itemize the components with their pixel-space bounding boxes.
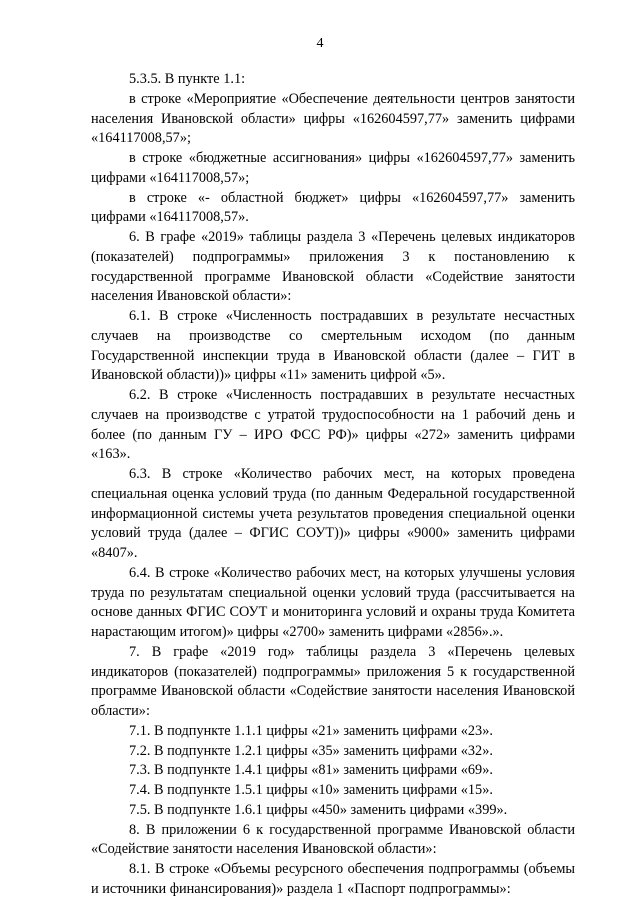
paragraph-6-3: 6.3. В строке «Количество рабочих мест, на которых проведена специальная оценка условий труда (по данным Федеральной государственной информационной системы учета результатов проведения специальной оценки условий труда (далее – ФГИС СОУТ))» цифры «9000» заменить цифрами «8407». — [91, 466, 575, 561]
paragraph-7-4: 7.4. В подпункте 1.5.1 цифры «10» заменить цифрами «15». — [129, 782, 493, 798]
document-body — [91, 70, 575, 900]
paragraph-7-2: 7.2. В подпункте 1.2.1 цифры «35» заменить цифрами «32». — [129, 742, 493, 759]
paragraph-7: 7. В графе «2019 год» таблицы раздела 3 «Перечень целевых индикаторов (показателей) подпрограммы» приложения 5 к государственной программе Ивановской области «Содействие занятости населения Ивановской области»: — [91, 643, 575, 719]
paragraph-8: 8. В приложении 6 к государственной программе Ивановской области «Содействие занятости населения Ивановской области»: — [91, 821, 575, 858]
paragraph-6: 6. В графе «2019» таблицы раздела 3 «Перечень целевых индикаторов (показателей) подпрограммы» приложения 3 к постановлению к государственной программе Ивановской области «Содействие занятости населения Ивановской области»: — [91, 229, 575, 305]
paragraph-5-3-5: 5.3.5. В пункте 1.1: — [129, 71, 246, 87]
paragraph-8-1: 8.1. В строке «Объемы ресурсного обеспечения подпрограммы (объемы и источники финансирования)» раздела 1 «Паспорт подпрограммы»: — [91, 861, 575, 897]
page-number: 4 — [316, 36, 324, 51]
paragraph-7-3: 7.3. В подпункте 1.4.1 цифры «81» заменить цифрами «69». — [129, 762, 493, 779]
paragraph-row-regional-budget: в строке «- областной бюджет» цифры «162604597,77» заменить цифрами «164117008,57». — [91, 189, 575, 226]
paragraph-7-5: 7.5. В подпункте 1.6.1 цифры «450» заменить цифрами «399». — [129, 801, 508, 818]
paragraph-row-measure: в строке «Мероприятие «Обеспечение деятельности центров занятости населения Ивановской области» цифры «162604597,77» заменить цифрами «164117008,57»; — [91, 90, 575, 147]
paragraph-row-budget-allocations: в строке «бюджетные ассигнования» цифры «162604597,77» заменить цифрами «164117008,57»; — [91, 150, 575, 186]
paragraph-7-1: 7.1. В подпункте 1.1.1 цифры «21» заменить цифрами «23». — [129, 722, 493, 739]
paragraph-6-4: 6.4. В строке «Количество рабочих мест, на которых улучшены условия труда по результатам специальной оценки условий труда (рассчитывается на основе данных ФГИС СОУТ и мониторинга условий и охраны труда Комитета нарастающим итогом)» цифры «2700» заменить цифрами «2856».». — [91, 564, 575, 640]
paragraph-6-2: 6.2. В строке «Численность пострадавших в результате несчастных случаев на производстве с утратой трудоспособности на 1 рабочий день и более (по данным ГУ – ИРО ФСС РФ)» цифры «272» заменить цифрами «163». — [91, 387, 575, 463]
paragraph-6-1: 6.1. В строке «Численность пострадавших в результате несчастных случаев на производстве со смертельным исходом (по данным Государственной инспекции труда в Ивановской области (далее – ГИТ в Ивановской области))» цифры «11» заменить цифрой «5». — [91, 308, 575, 384]
